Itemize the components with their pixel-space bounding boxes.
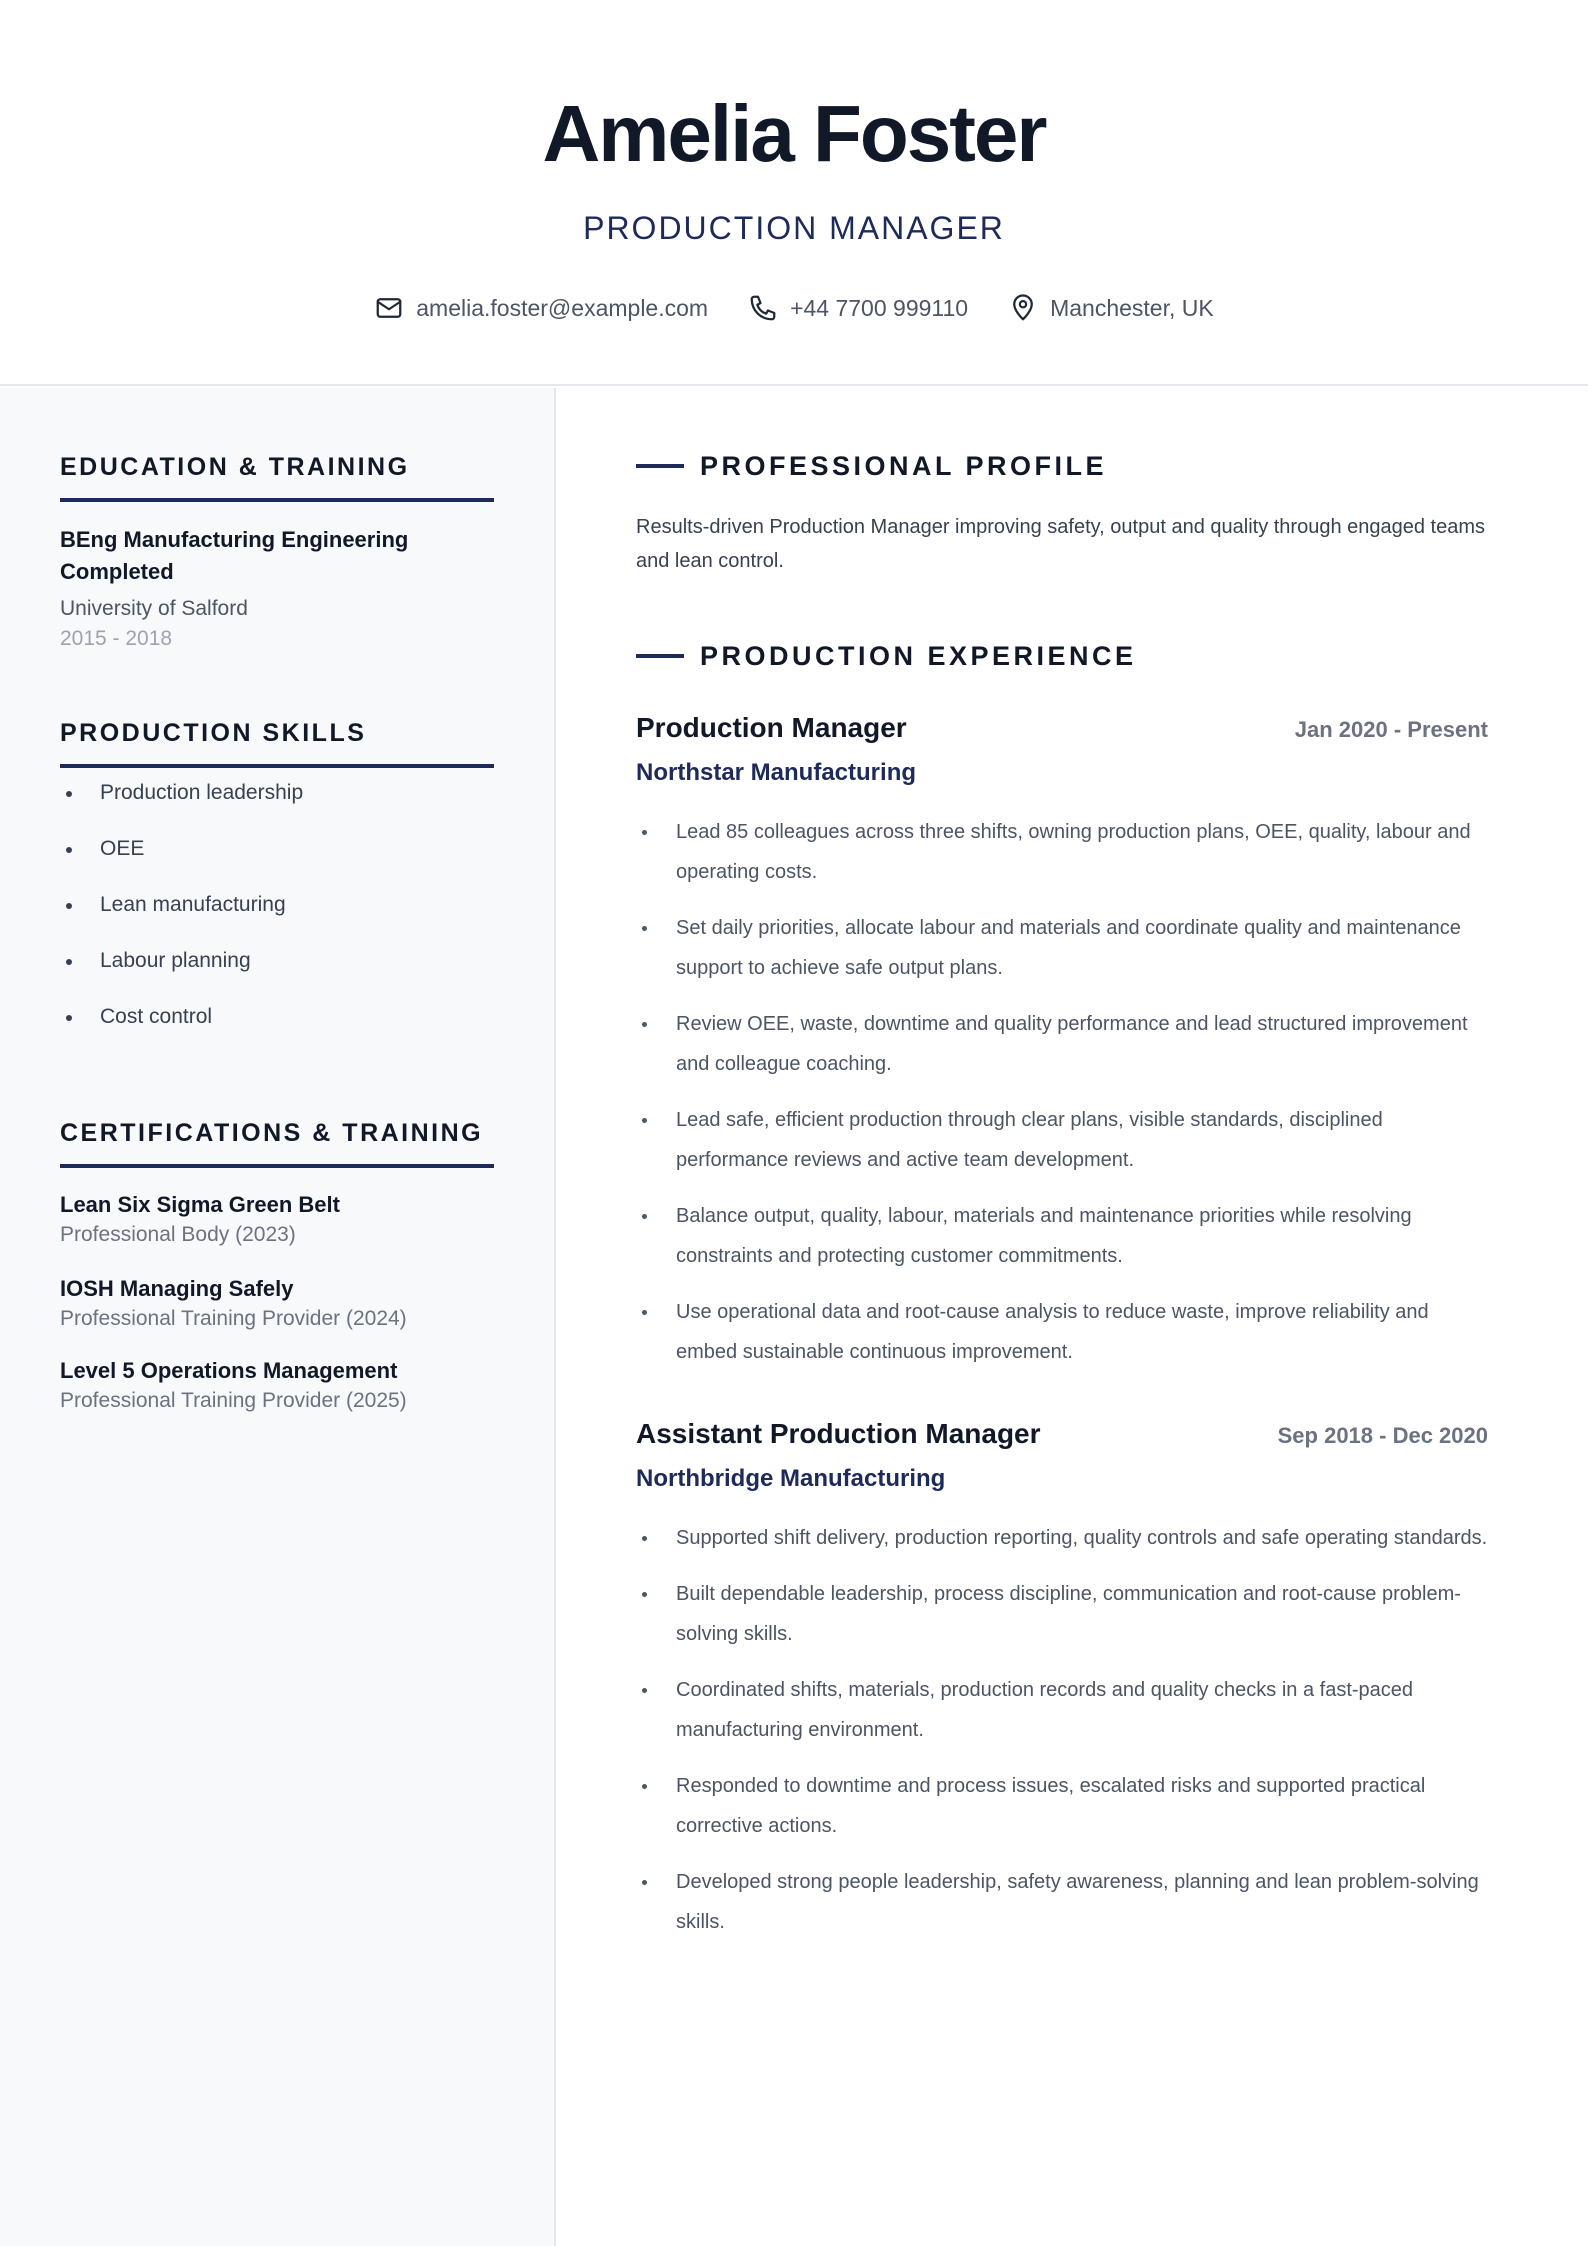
- certification-item: [60, 1190, 494, 1250]
- education-school: University of Salford: [60, 597, 248, 620]
- contact-bar: [0, 288, 1588, 328]
- email-text: amelia.foster@example.com: [416, 295, 709, 321]
- certification-org: Professional Body (2023): [60, 1223, 296, 1246]
- skills-heading: PRODUCTION SKILLS: [60, 716, 494, 768]
- candidate-name: Amelia Foster: [542, 89, 1046, 178]
- job-entry: [636, 1414, 1488, 1958]
- profile-heading: [636, 448, 1107, 484]
- experience-heading-text: PRODUCTION EXPERIENCE: [700, 641, 1137, 671]
- skills-list: [60, 778, 494, 1058]
- job-bullet: Coordinated shifts, materials, production records and quality checks in a fast-paced manufacturing environment.: [636, 1670, 1488, 1750]
- job-title: Production Manager: [636, 712, 907, 743]
- certification-org: Professional Training Provider (2025): [60, 1389, 407, 1412]
- contact-email[interactable]: [374, 288, 708, 328]
- phone-text: +44 7700 999110: [790, 295, 969, 321]
- job-header: [636, 708, 1488, 750]
- contact-phone[interactable]: [748, 288, 968, 328]
- certification-item: [60, 1274, 494, 1334]
- phone-icon: [748, 293, 778, 323]
- education-degree: BEng Manufacturing Engineering Completed: [60, 527, 409, 584]
- job-bullet: Balance output, quality, labour, materials and maintenance priorities while resolving constraints and protecting customer commitments.: [636, 1196, 1488, 1276]
- location-text: Manchester, UK: [1050, 295, 1214, 321]
- job-company: Northbridge Manufacturing: [636, 1465, 946, 1492]
- job-company: Northstar Manufacturing: [636, 759, 917, 786]
- resume-header: [0, 0, 1588, 386]
- certification-org: Professional Training Provider (2024): [60, 1307, 407, 1330]
- skill-item: OEE: [60, 834, 494, 890]
- education-years: 2015 - 2018: [60, 627, 173, 650]
- skill-item: Labour planning: [60, 946, 494, 1002]
- contact-location: [1008, 288, 1214, 328]
- heading-accent-bar: [636, 654, 684, 658]
- heading-accent-bar: [636, 464, 684, 468]
- certification-name: IOSH Managing Safely: [60, 1276, 294, 1301]
- profile-heading-text: PROFESSIONAL PROFILE: [700, 451, 1108, 481]
- job-header: [636, 1414, 1488, 1456]
- job-title: Assistant Production Manager: [636, 1418, 1041, 1449]
- location-pin-icon: [1008, 293, 1038, 323]
- job-bullet: Use operational data and root-cause analysis to reduce waste, improve reliability and embed sustainable continuous improvement.: [636, 1292, 1488, 1372]
- skill-item: Production leadership: [60, 778, 494, 834]
- job-bullet: Review OEE, waste, downtime and quality performance and lead structured improvement and colleague coaching.: [636, 1004, 1488, 1084]
- certification-name: Level 5 Operations Management: [60, 1358, 398, 1383]
- skill-item: Cost control: [60, 1002, 494, 1058]
- certification-name: Lean Six Sigma Green Belt: [60, 1192, 340, 1217]
- job-role: PRODUCTION MANAGER: [583, 210, 1005, 246]
- job-dates: Sep 2018 - Dec 2020: [1277, 1423, 1488, 1448]
- profile-summary: Results-driven Production Manager improving safety, output and quality through engaged teams and lean control.: [636, 516, 1486, 572]
- skill-item: Lean manufacturing: [60, 890, 494, 946]
- job-bullet: Supported shift delivery, production reporting, quality controls and safe operating standards.: [636, 1518, 1488, 1558]
- job-entry: [636, 708, 1488, 1388]
- mail-icon: [374, 293, 404, 323]
- job-bullet: Built dependable leadership, process discipline, communication and root-cause problem-solving skills.: [636, 1574, 1488, 1654]
- sidebar: [0, 388, 556, 2246]
- certification-item: [60, 1356, 494, 1416]
- experience-heading: [636, 638, 1137, 674]
- job-bullet: Set daily priorities, allocate labour and materials and coordinate quality and maintenance support to achieve safe output plans.: [636, 908, 1488, 988]
- job-bullet: Lead safe, efficient production through clear plans, visible standards, disciplined performance reviews and active team development.: [636, 1100, 1488, 1180]
- education-heading: EDUCATION & TRAINING: [60, 450, 494, 502]
- job-bullet: Responded to downtime and process issues, escalated risks and supported practical corrective actions.: [636, 1766, 1488, 1846]
- job-bullet: Lead 85 colleagues across three shifts, owning production plans, OEE, quality, labour and operating costs.: [636, 812, 1488, 892]
- job-bullets: [636, 812, 1488, 1372]
- job-dates: Jan 2020 - Present: [1294, 717, 1488, 742]
- main-content: [558, 388, 1588, 2246]
- job-bullets: [636, 1518, 1488, 1942]
- certifications-heading: CERTIFICATIONS & TRAINING: [60, 1116, 494, 1168]
- job-bullet: Developed strong people leadership, safety awareness, planning and lean problem-solving skills.: [636, 1862, 1488, 1942]
